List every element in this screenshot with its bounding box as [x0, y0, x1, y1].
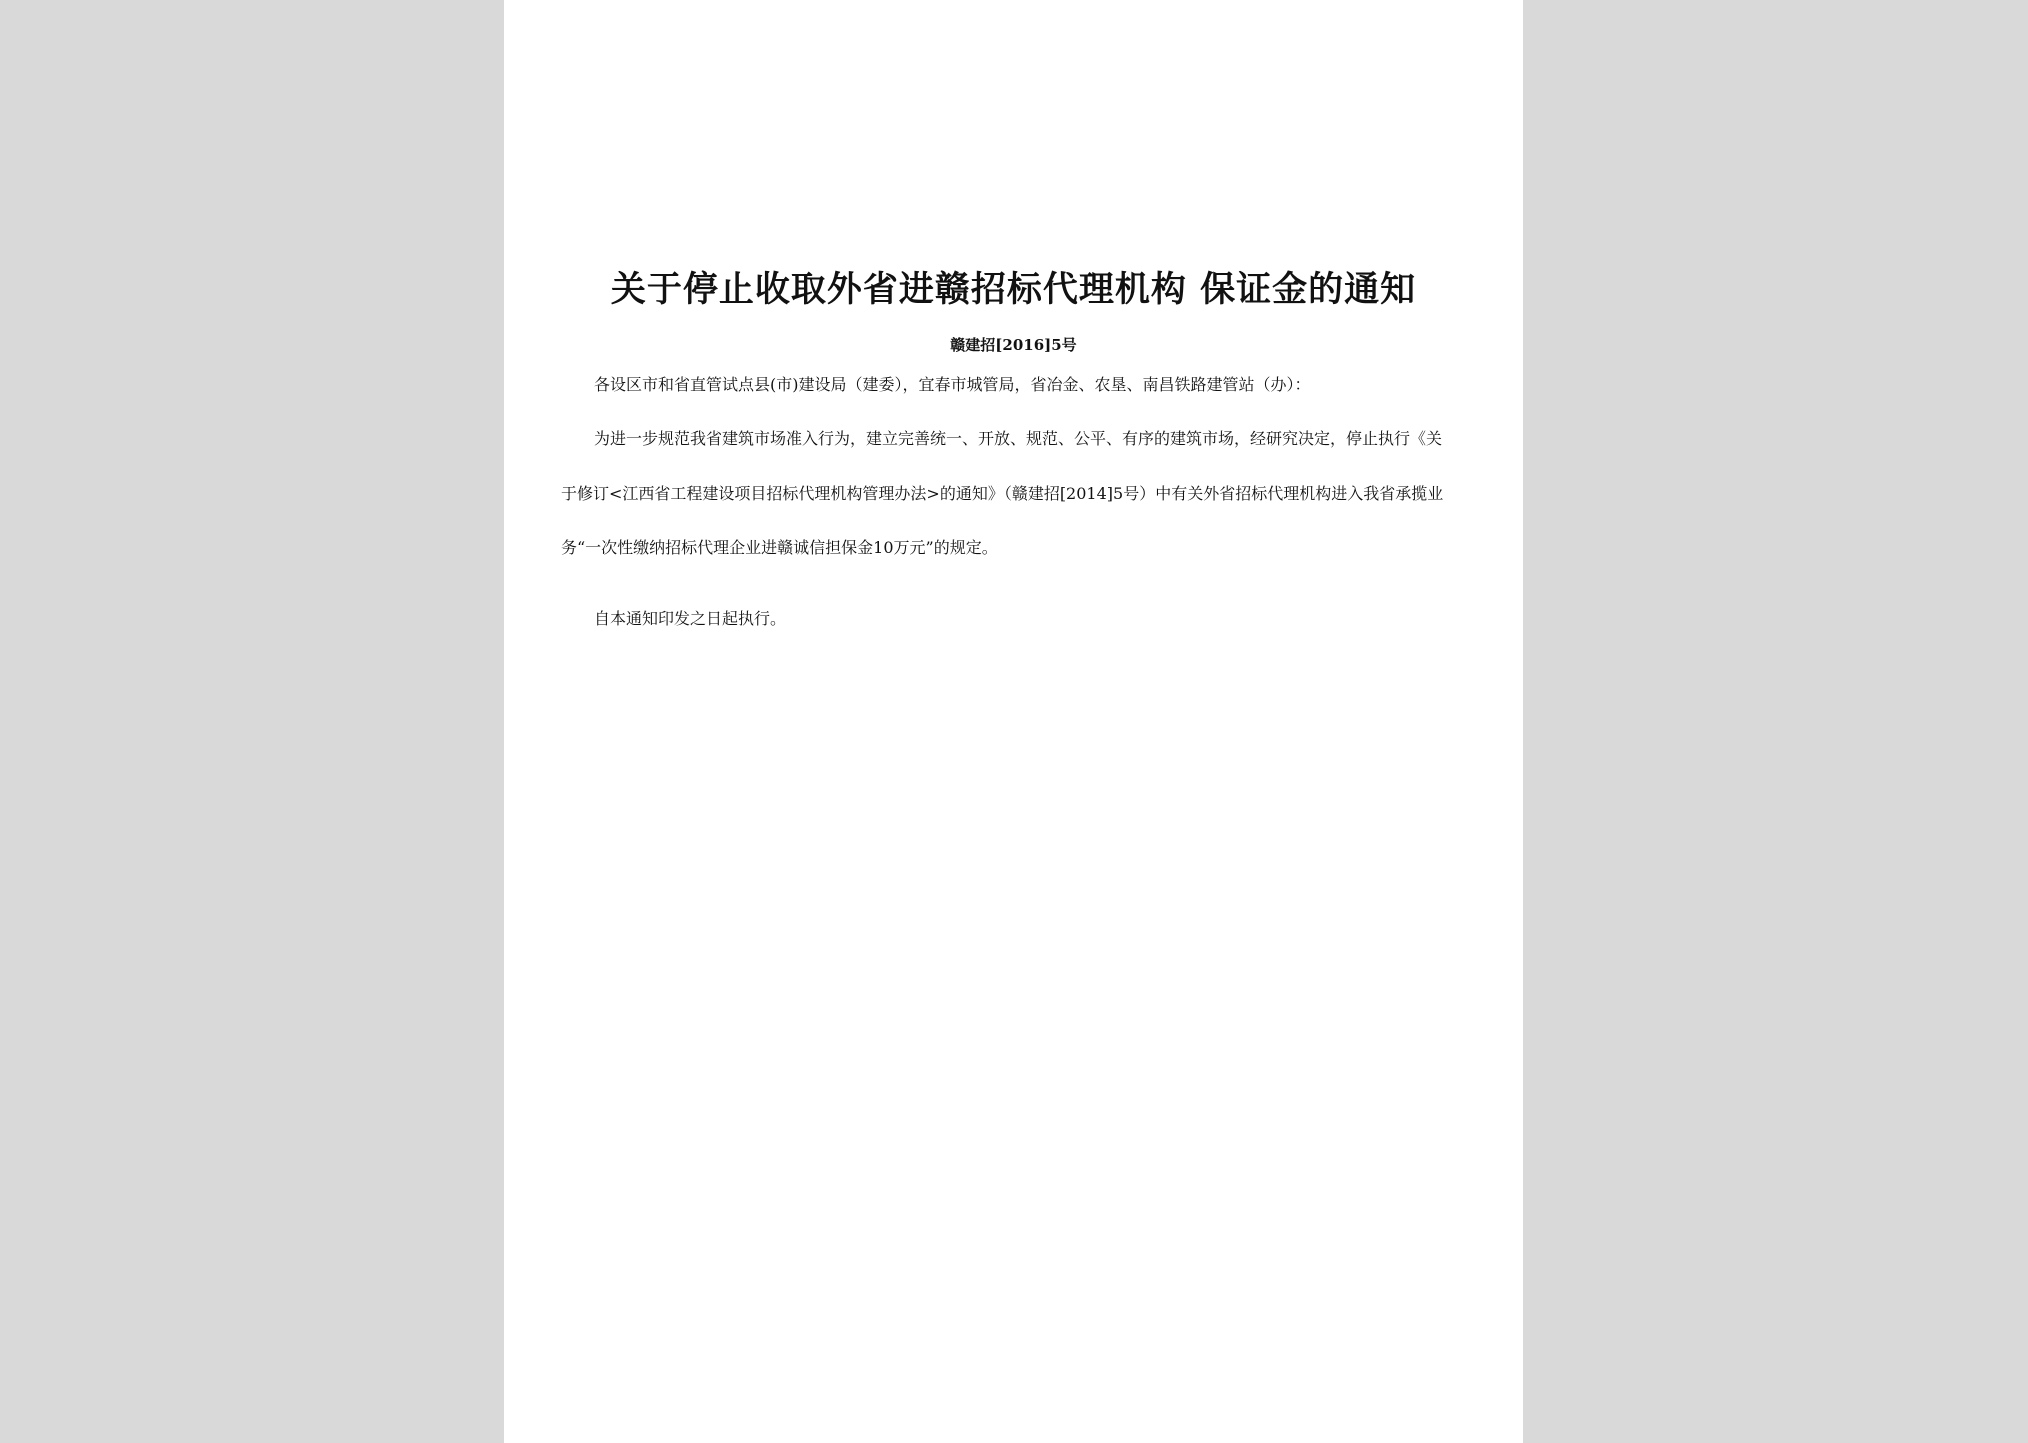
document-number: 赣建招[2016]5号	[950, 336, 1077, 354]
closing-line: 自本通知印发之日起执行。	[594, 609, 787, 628]
addressee-line: 各设区市和省直管试点县(市)建设局（建委），宜春市城管局，省冶金、农垦、南昌铁路建管站（办）：	[594, 375, 1311, 394]
body-line-1: 为进一步规范我省建筑市场准入行为，建立完善统一、开放、规范、公平、有序的建筑市场，经研究决定，停止执行《关	[594, 429, 1443, 448]
body-line-3: 务“一次性缴纳招标代理企业进赣诚信担保金10万元”的规定。	[561, 538, 998, 557]
document-page	[504, 0, 1523, 1443]
document-title: 关于停止收取外省进赣招标代理机构 保证金的通知	[610, 269, 1417, 310]
body-line-2: 于修订<江西省工程建设项目招标代理机构管理办法>的通知》（赣建招[2014]5号）中有关外省招标代理机构进入我省承揽业	[561, 484, 1444, 503]
